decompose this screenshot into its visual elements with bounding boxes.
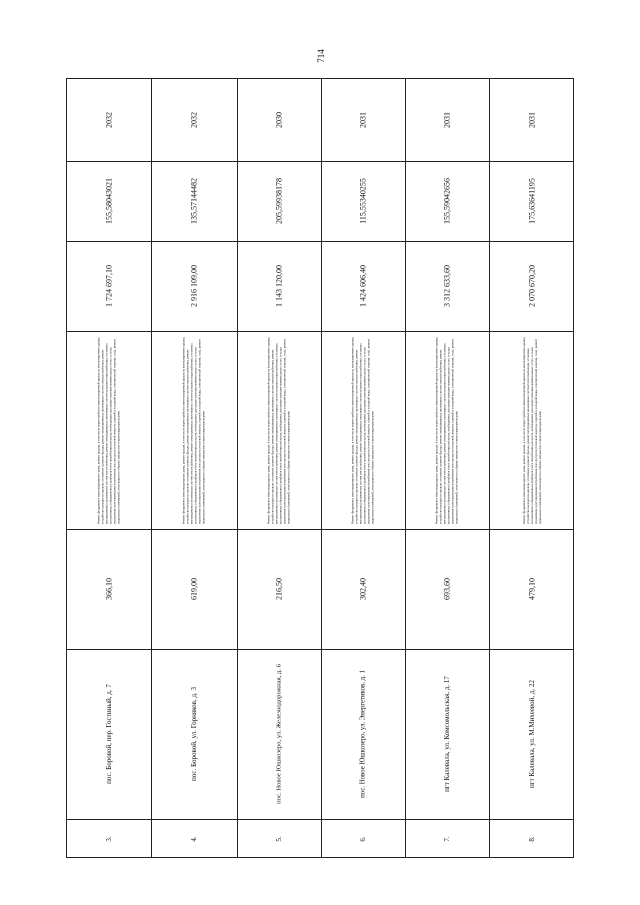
cell-address: пгт Калевала, ул. Комсомольская, д. 17 bbox=[443, 676, 451, 792]
cell-area: 302,40 bbox=[358, 578, 368, 600]
page-number bbox=[314, 36, 328, 76]
column-divider bbox=[67, 161, 573, 162]
cell-address: пос. Новое Юшкозеро, ул. Энергетиков, д. 1 bbox=[359, 670, 367, 798]
cell-total-cost: 2 070 670,20 bbox=[527, 265, 537, 307]
cell-number: 5. bbox=[275, 836, 283, 842]
cell-area: 479,10 bbox=[527, 578, 537, 600]
row-divider bbox=[237, 79, 238, 857]
cell-number: 6. bbox=[359, 836, 367, 842]
cell-works: Ремонт фундамента многоквартирного дома, ремонт крыши, в том числе переустройство невентилируемой крыши на вентилируемую крышу, устройство выходов на кровлю, утепление и ремонт фасада, ремонт внутридомовых инженерных систем электроснабжения, ремонт внутридомовых инженерных систем теплоснабжения, ремонт внутридомовых инженерных систем холодного водоснабжения, установка коллективных (общедомовых) приборов учета потребления ресурсов, необходимых для предоставления коммунальных услуг, и узлов управления и регулирования потребления этих ресурсов (тепловой энергии, горячей и холодной воды, электрической энергии, газа), ремонт подвальных помещений, относящихся к общему имуществу в многоквартирном доме bbox=[181, 336, 207, 524]
data-table bbox=[66, 78, 574, 858]
cell-specific-cost: 135,57144482 bbox=[189, 178, 199, 224]
cell-year: 2031 bbox=[358, 112, 368, 128]
cell-total-cost: 1 424 606,40 bbox=[358, 265, 368, 307]
column-divider bbox=[67, 649, 573, 650]
cell-address: пос. Боровой, пер. Гостиный, д. 7 bbox=[105, 684, 113, 784]
cell-area: 366,10 bbox=[104, 578, 114, 600]
cell-total-cost: 1 724 697,10 bbox=[104, 265, 114, 307]
cell-number: 7. bbox=[443, 836, 451, 842]
row-divider bbox=[321, 79, 322, 857]
cell-works: Ремонт фундамента многоквартирного дома, ремонт крыши, в том числе переустройство невентилируемой крыши на вентилируемую крышу, устройство выходов на кровлю, утепление и ремонт фасада, ремонт внутридомовых инженерных систем электроснабжения, ремонт внутридомовых инженерных систем теплоснабжения, ремонт внутридомовых инженерных систем холодного водоснабжения, установка коллективных (общедомовых) приборов учета потребления ресурсов, необходимых для предоставления коммунальных услуг, и узлов управления и регулирования потребления этих ресурсов (тепловой энергии, горячей и холодной воды, электрической энергии, газа), ремонт подвальных помещений, относящихся к общему имуществу в многоквартирном доме bbox=[266, 336, 292, 524]
cell-total-cost: 2 916 109,00 bbox=[189, 265, 199, 307]
row-divider bbox=[151, 79, 152, 857]
row-divider bbox=[489, 79, 490, 857]
cell-total-cost: 3 312 633,60 bbox=[442, 265, 452, 307]
cell-address: пос. Боровой, ул. Горняков, д. 3 bbox=[190, 686, 198, 782]
cell-specific-cost: 175,63641195 bbox=[527, 178, 537, 224]
column-divider bbox=[67, 241, 573, 242]
cell-specific-cost: 205,59938178 bbox=[274, 178, 284, 224]
cell-specific-cost: 115,55340255 bbox=[358, 178, 368, 224]
cell-year: 2031 bbox=[527, 112, 537, 128]
column-divider bbox=[67, 819, 573, 820]
cell-works: Ремонт фундамента многоквартирного дома, ремонт крыши, в том числе переустройство невентилируемой крыши на вентилируемую крышу, устройство выходов на кровлю, утепление и ремонт фасада, ремонт внутридомовых инженерных систем теплоснабжения, установка коллективных (общедомовых) приборов учета потребления ресурсов, необходимых для предоставления коммунальных услуг, и узлов управления и регулирования потребления этих ресурсов (тепловой энергии, горячей и холодной воды, электрической энергии, газа), ремонт подвальных помещений, относящихся к общему имуществу в многоквартирном доме bbox=[521, 336, 543, 524]
cell-number: 8. bbox=[528, 836, 536, 842]
cell-number: 3. bbox=[105, 836, 113, 842]
cell-specific-cost: 155,58043021 bbox=[104, 178, 114, 224]
cell-works: Ремонт фундамента многоквартирного дома, ремонт крыши, в том числе переустройство невентилируемой крыши на вентилируемую крышу, устройство выходов на кровлю, утепление и ремонт фасада, ремонт внутридомовых инженерных систем электроснабжения, ремонт внутридомовых инженерных систем теплоснабжения, ремонт внутридомовых инженерных систем холодного водоснабжения, установка коллективных (общедомовых) приборов учета потребления ресурсов, необходимых для предоставления коммунальных услуг, и узлов управления и регулирования потребления этих ресурсов (тепловой энергии, горячей и холодной воды, электрической энергии, газа), ремонт подвальных помещений, относящихся к общему имуществу в многоквартирном доме bbox=[350, 336, 376, 524]
cell-area: 619,00 bbox=[189, 578, 199, 600]
cell-year: 2031 bbox=[442, 112, 452, 128]
cell-year: 2032 bbox=[104, 112, 114, 128]
column-divider bbox=[67, 529, 573, 530]
cell-address: пгт Калевала, ул. М.Михеевой, д. 22 bbox=[528, 680, 536, 788]
cell-year: 2030 bbox=[274, 112, 284, 128]
cell-year: 2032 bbox=[189, 112, 199, 128]
cell-works: Ремонт фундамента многоквартирного дома, ремонт крыши, в том числе переустройство невентилируемой крыши на вентилируемую крышу, устройство выходов на кровлю, утепление и ремонт фасада, ремонт внутридомовых инженерных систем электроснабжения, ремонт внутридомовых инженерных систем теплоснабжения, ремонт внутридомовых инженерных систем холодного водоснабжения, установка коллективных (общедомовых) приборов учета потребления ресурсов, необходимых для предоставления коммунальных услуг, и узлов управления и регулирования потребления этих ресурсов (тепловой энергии, горячей и холодной воды, электрической энергии, газа), ремонт подвальных помещений, относящихся к общему имуществу в многоквартирном доме bbox=[434, 336, 460, 524]
cell-area: 693,60 bbox=[442, 578, 452, 600]
row-divider bbox=[405, 79, 406, 857]
page-number-text: 714 bbox=[316, 49, 326, 63]
cell-works: Ремонт фундамента многоквартирного дома, ремонт крыши, в том числе переустройство невентилируемой крыши на вентилируемую крышу, устройство выходов на кровлю, утепление и ремонт фасада, ремонт внутридомовых инженерных систем электроснабжения, ремонт внутридомовых инженерных систем теплоснабжения, ремонт внутридомовых инженерных систем холодного водоснабжения, установка коллективных (общедомовых) приборов учета потребления ресурсов, необходимых для предоставления коммунальных услуг, и узлов управления и регулирования потребления этих ресурсов (тепловой энергии, горячей и холодной воды, электрической энергии, газа), ремонт подвальных помещений, относящихся к общему имуществу в многоквартирном доме bbox=[96, 336, 122, 524]
column-divider bbox=[67, 331, 573, 332]
cell-address: пос. Новое Юшкозеро, ул. Железнодорожная, д. 6 bbox=[275, 664, 283, 804]
cell-number: 4. bbox=[190, 836, 198, 842]
cell-specific-cost: 155,59042656 bbox=[442, 178, 452, 224]
cell-area: 216,50 bbox=[274, 578, 284, 600]
cell-total-cost: 1 143 120,00 bbox=[274, 265, 284, 307]
